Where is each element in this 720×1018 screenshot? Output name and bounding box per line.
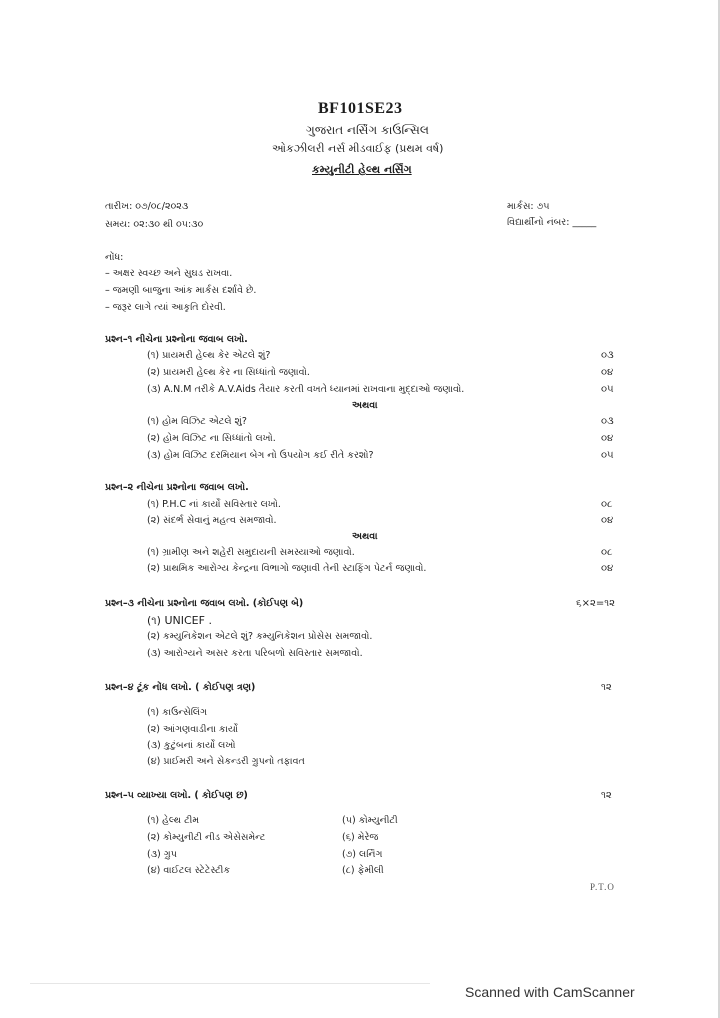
q2-alt-item: (૧) ગ્રામીણ અને શહેરી સમુદાયની સમસ્યાઓ જણાવો. <box>147 547 355 558</box>
subject-title: કમ્યુનીટી હેલ્થ નર્સિંગ <box>312 163 412 176</box>
notes-title: નોંધ: <box>105 252 124 263</box>
exam-time: સમય: ૦૨:૩૦ થી ૦૫:૩૦ <box>105 219 204 230</box>
q2-or: અથવા <box>352 531 378 542</box>
q1-item-marks: ૦૩ <box>601 350 614 361</box>
paper-code: BF101SE23 <box>318 100 403 117</box>
q5-item-left: (૪) વાઈટલ સ્ટેટેસ્ટીક <box>147 865 231 876</box>
q1-item-marks: ૦૪ <box>601 367 614 378</box>
question-4-marks: ૧૨ <box>601 682 612 693</box>
question-2-title: પ્રશ્ન–૨ નીચેના પ્રશ્નોના જવાબ લખો. <box>105 482 249 493</box>
scanner-watermark: Scanned with CamScanner <box>465 984 635 1000</box>
q5-item-right: (૮) ફેમીલી <box>342 865 384 876</box>
question-5-marks: ૧૨ <box>601 790 612 801</box>
scan-edge-line <box>30 983 430 984</box>
q5-item-right: (૫) કોમ્યુનીટી <box>342 815 398 826</box>
q5-item-left: (૧) હેલ્થ ટીમ <box>147 815 200 826</box>
note-item: – જમણી બાજુના આંક માર્કસ દર્શાવે છે. <box>105 285 257 296</box>
q1-item-marks: ૦૫ <box>601 384 614 395</box>
q4-item: (૧) કાઉન્સેલિંગ <box>147 707 208 718</box>
q1-alt-item: (૨) હોમ વિઝિટ ના સિધ્ધાંતો લખો. <box>147 433 276 444</box>
q1-alt-item: (૧) હોમ વિઝિટ એટલે શું? <box>147 416 247 427</box>
q3-item: (૨) કમ્યુનિકેશન એટલે શું? કમ્યુનિકેશન પ્રોસેસ સમજાવો. <box>147 631 373 642</box>
q1-alt-marks: ૦૫ <box>601 450 614 461</box>
q2-alt-marks: ૦૮ <box>601 547 613 558</box>
note-item: – જરૂર લાગે ત્યાં આકૃતિ દોરવી. <box>105 302 226 313</box>
q1-item: (૨) પ્રાયમરી હેલ્થ કેર ના સિધ્ધાંતો જણાવો. <box>147 367 310 378</box>
q3-item: (૧) UNICEF . <box>147 614 212 627</box>
q1-item: (૩) A.N.M તરીકે A.V.Aids તૈયાર કરતી વખતે ધ્યાનમાં રાખવાના મુદ્દાઓ જણાવો. <box>147 384 465 395</box>
question-4-title: પ્રશ્ન–૪ ટૂંક નોંધ લખો. ( કોઈપણ ત્રણ) <box>105 682 256 693</box>
question-1-title: પ્રશ્ન–૧ નીચેના પ્રશ્નોના જવાબ લખો. <box>105 334 248 345</box>
q4-item: (૩) કુટુંબનાં કાર્યો લખો <box>147 740 236 751</box>
roll-number: વિદ્યાર્થીનો નંબર: _____ <box>507 217 597 228</box>
q2-item-marks: ૦૪ <box>601 515 614 526</box>
q5-item-right: (૭) લર્નિંગ <box>342 849 383 860</box>
q2-alt-marks: ૦૪ <box>601 563 614 574</box>
q2-item: (૨) સંદર્ભ સેવાનું મહત્વ સમજાવો. <box>147 515 277 526</box>
total-marks: માર્કસ: ૭૫ <box>507 201 550 212</box>
q1-alt-item: (૩) હોમ વિઝિટ દરમિયાન બેગ નો ઉપયોગ કઈ રીતે કરશો? <box>147 450 374 461</box>
q1-alt-marks: ૦૩ <box>601 416 614 427</box>
q1-alt-marks: ૦૪ <box>601 433 614 444</box>
question-5-title: પ્રશ્ન–૫ વ્યાખ્યા લખો. ( કોઈપણ છ) <box>105 790 248 801</box>
q3-item: (૩) આરોગ્યને અસર કરતા પરિબળો સવિસ્તાર સમજાવો. <box>147 648 363 659</box>
course-name: ઓકઝીલરી નર્સ મીડવાઈફ (પ્રથમ વર્ષ) <box>272 142 444 155</box>
q5-item-left: (૩) ગ્રુપ <box>147 849 177 860</box>
pto-mark: P.T.O <box>590 882 615 892</box>
q2-item-marks: ૦૮ <box>601 499 613 510</box>
council-name: ગુજરાત નર્સિંગ કાઉન્સિલ <box>306 123 429 137</box>
question-3-title: પ્રશ્ન–૩ નીચેના પ્રશ્નોના જવાબ લખો. (કોઈપણ બે) <box>105 598 304 609</box>
q5-item-left: (૨) કોમ્યુનીટી નીડ એસેસમેન્ટ <box>147 832 266 843</box>
q4-item: (૪) પ્રાઈમરી અને સેકન્ડરી ગ્રુપનો તફાવત <box>147 756 305 767</box>
q2-item: (૧) P.H.C નાં કાર્યો સવિસ્તાર લખો. <box>147 499 281 510</box>
q1-or: અથવા <box>352 400 378 411</box>
q5-item-right: (૬) મેરેજ <box>342 832 379 843</box>
note-item: – અક્ષર સ્વચ્છ અને સુઘડ રાખવા. <box>105 268 233 279</box>
question-3-marks: ૬×૨=૧૨ <box>576 598 615 609</box>
q1-item: (૧) પ્રાયમરી હેલ્થ કેર એટલે શું? <box>147 350 271 361</box>
q4-item: (૨) આંગણવાડીના કાર્યો <box>147 724 239 735</box>
exam-date: તારીખ: ૦૭/૦૮/૨૦૨૩ <box>105 201 189 212</box>
q2-alt-item: (૨) પ્રાથમિક આરોગ્ય કેન્દ્રના વિભાગો જણાવી તેની સ્ટાફિંગ પેટર્ન જણાવો. <box>147 563 427 574</box>
